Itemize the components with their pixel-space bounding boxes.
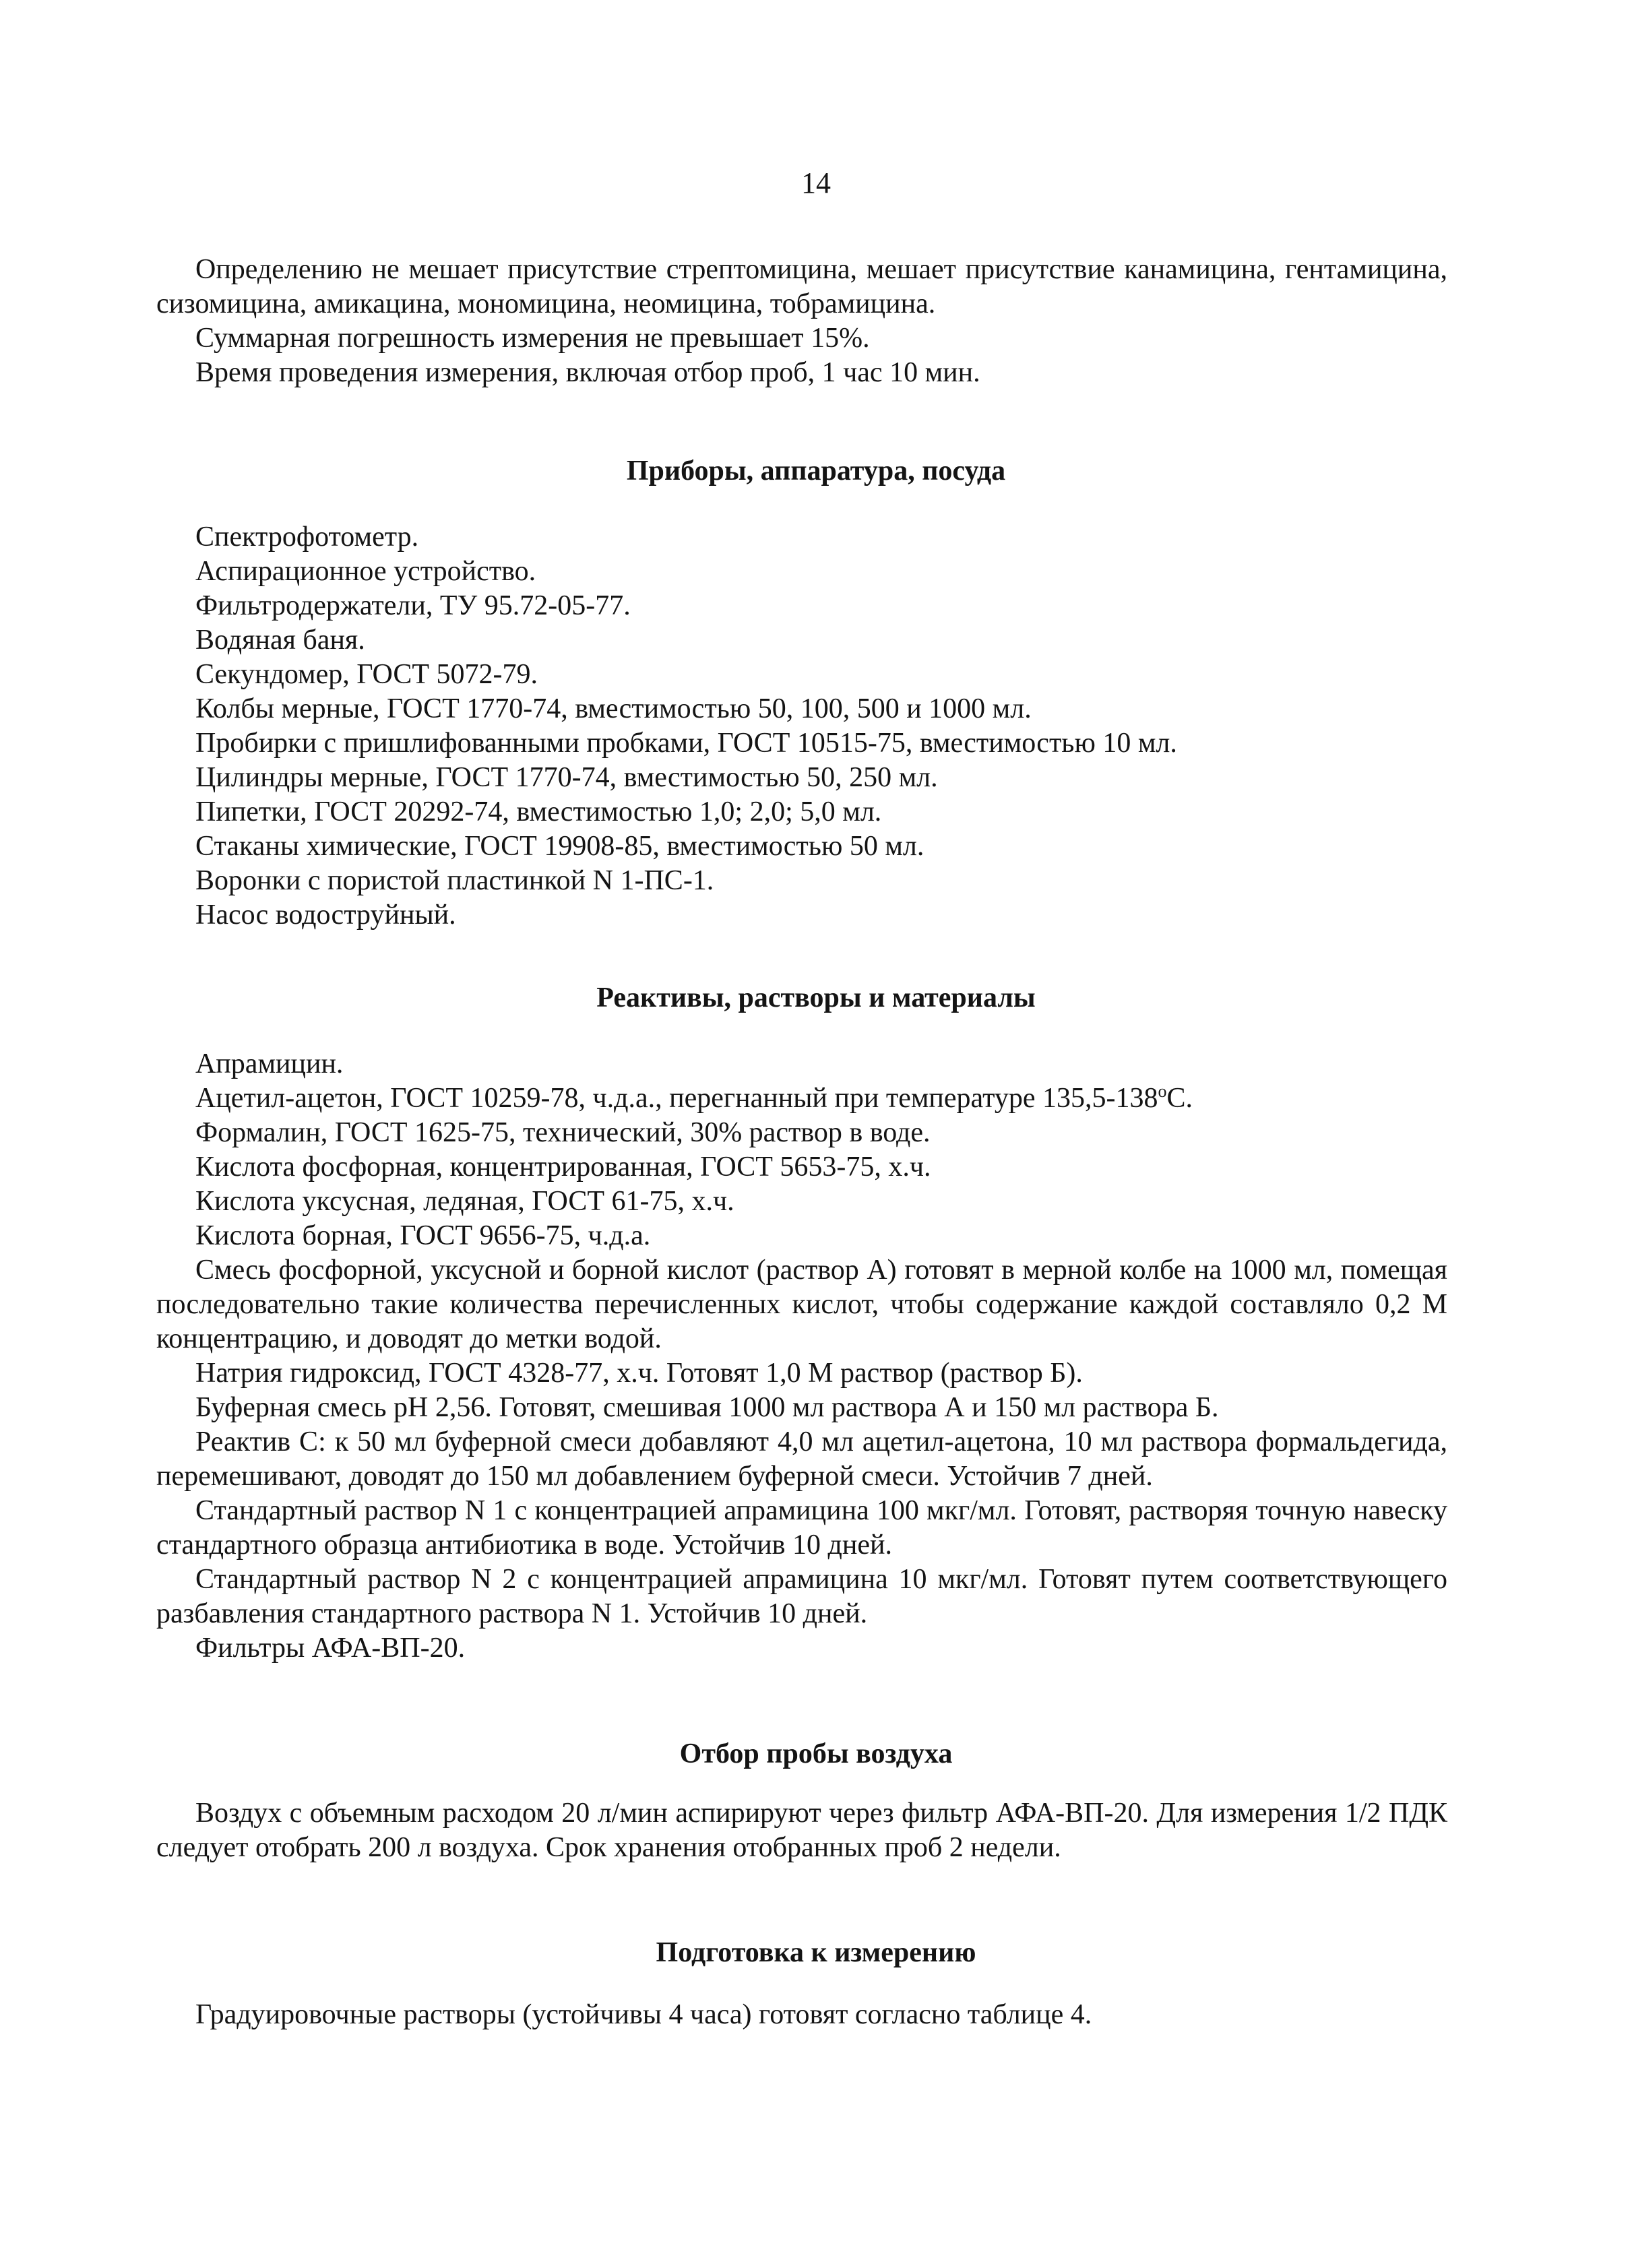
paragraph: Смесь фосфорной, уксусной и борной кислот (раствор А) готовят в мерной колбе на 1000 мл, помещая последовательно такие количества перечисленных кислот, чтобы содержание каждой составляло 0,2 М концентрацию, и доводят до метки водой. [156,1255,1447,1354]
list-item: Стаканы химические, ГОСТ 19908-85, вместимостью 50 мл. [195,831,924,862]
preparation-block [156,1998,1447,2032]
reagents-block [156,1047,1447,1666]
list-item: Насос водоструйный. [195,900,456,931]
list-item: Апрамицин. [195,1048,344,1079]
intro-paragraph: Время проведения измерения, включая отбор проб, 1 час 10 мин. [195,357,980,388]
list-item: Цилиндры мерные, ГОСТ 1770-74, вместимостью 50, 250 мл. [195,762,938,793]
intro-paragraph: Суммарная погрешность измерения не превышает 15%. [195,323,870,354]
paragraph: Градуировочные растворы (устойчивы 4 часа) готовят согласно таблице 4. [195,1999,1092,2030]
paragraph: Стандартный раствор N 1 с концентрацией апрамицина 100 мкг/мл. Готовят, растворяя точную навеску стандартного образца антибиотика в воде. Устойчив 10 дней. [156,1495,1447,1561]
list-item: Кислота уксусная, ледяная, ГОСТ 61-75, х.ч. [195,1186,734,1217]
page-number: 14 [801,166,831,199]
list-item: Кислота борная, ГОСТ 9656-75, ч.д.а. [195,1220,651,1251]
list-item: Спектрофотометр. [195,522,419,553]
list-item: Формалин, ГОСТ 1625-75, технический, 30% раствор в воде. [195,1117,931,1148]
paragraph: Воздух с объемным расходом 20 л/мин аспирируют через фильтр АФА-ВП-20. Для измерения 1/2 ПДК следует отобрать 200 л воздуха. Срок хранения отобранных проб 2 недели. [156,1798,1447,1863]
instruments-list [156,520,1447,933]
list-item: Аспирационное устройство. [195,556,536,587]
intro-paragraph: Определению не мешает присутствие стрептомицина, мешает присутствие канамицина, гентамицина, сизомицина, амикацина, мономицина, неомицина, тобрамицина. [156,254,1447,319]
list-item: Фильтры АФА-ВП-20. [195,1633,466,1664]
intro-block [156,253,1447,390]
section-heading-sampling: Отбор пробы воздуха [679,1738,953,1769]
list-item: Ацетил-ацетон, ГОСТ 10259-78, ч.д.а., перегнанный при температуре $135,5-138^оС$. [195,1081,1193,1114]
list-item: Фильтродержатели, ТУ 95.72-05-77. [195,590,631,621]
list-item: Пробирки с пришлифованными пробками, ГОСТ 10515-75, вместимостью 10 мл. [195,728,1177,759]
section-heading-reagents: Реактивы, растворы и материалы [596,982,1036,1013]
sampling-block [156,1796,1447,1865]
paragraph: Реактив С: к 50 мл буферной смеси добавляют 4,0 мл ацетил-ацетона, 10 мл раствора формальдегида, перемешивают, доводят до 150 мл добавлением буферной смеси. Устойчив 7 дней. [156,1426,1447,1492]
list-item: Воронки с пористой пластинкой N 1-ПС-1. [195,865,714,896]
list-item: Водяная баня. [195,625,365,656]
paragraph: Стандартный раствор N 2 с концентрацией апрамицина 10 мкг/мл. Готовят путем соответствующего разбавления стандартного раствора N 1. Устойчив 10 дней. [156,1564,1447,1629]
section-heading-preparation: Подготовка к измерению [656,1937,976,1968]
list-item: Пипетки, ГОСТ 20292-74, вместимостью 1,0; 2,0; 5,0 мл. [195,796,882,827]
list-item: Кислота фосфорная, концентрированная, ГОСТ 5653-75, х.ч. [195,1152,931,1183]
paragraph: Буферная смесь рН 2,56. Готовят, смешивая 1000 мл раствора А и 150 мл раствора Б. [195,1392,1219,1423]
paragraph: Натрия гидроксид, ГОСТ 4328-77, х.ч. Готовят 1,0 М раствор (раствор Б). [195,1358,1083,1389]
list-item: Колбы мерные, ГОСТ 1770-74, вместимостью 50, 100, 500 и 1000 мл. [195,693,1032,724]
list-item: Секундомер, ГОСТ 5072-79. [195,659,538,690]
section-heading-instruments: Приборы, аппаратура, посуда [626,455,1006,486]
degree-superscript: о [1158,1081,1167,1101]
